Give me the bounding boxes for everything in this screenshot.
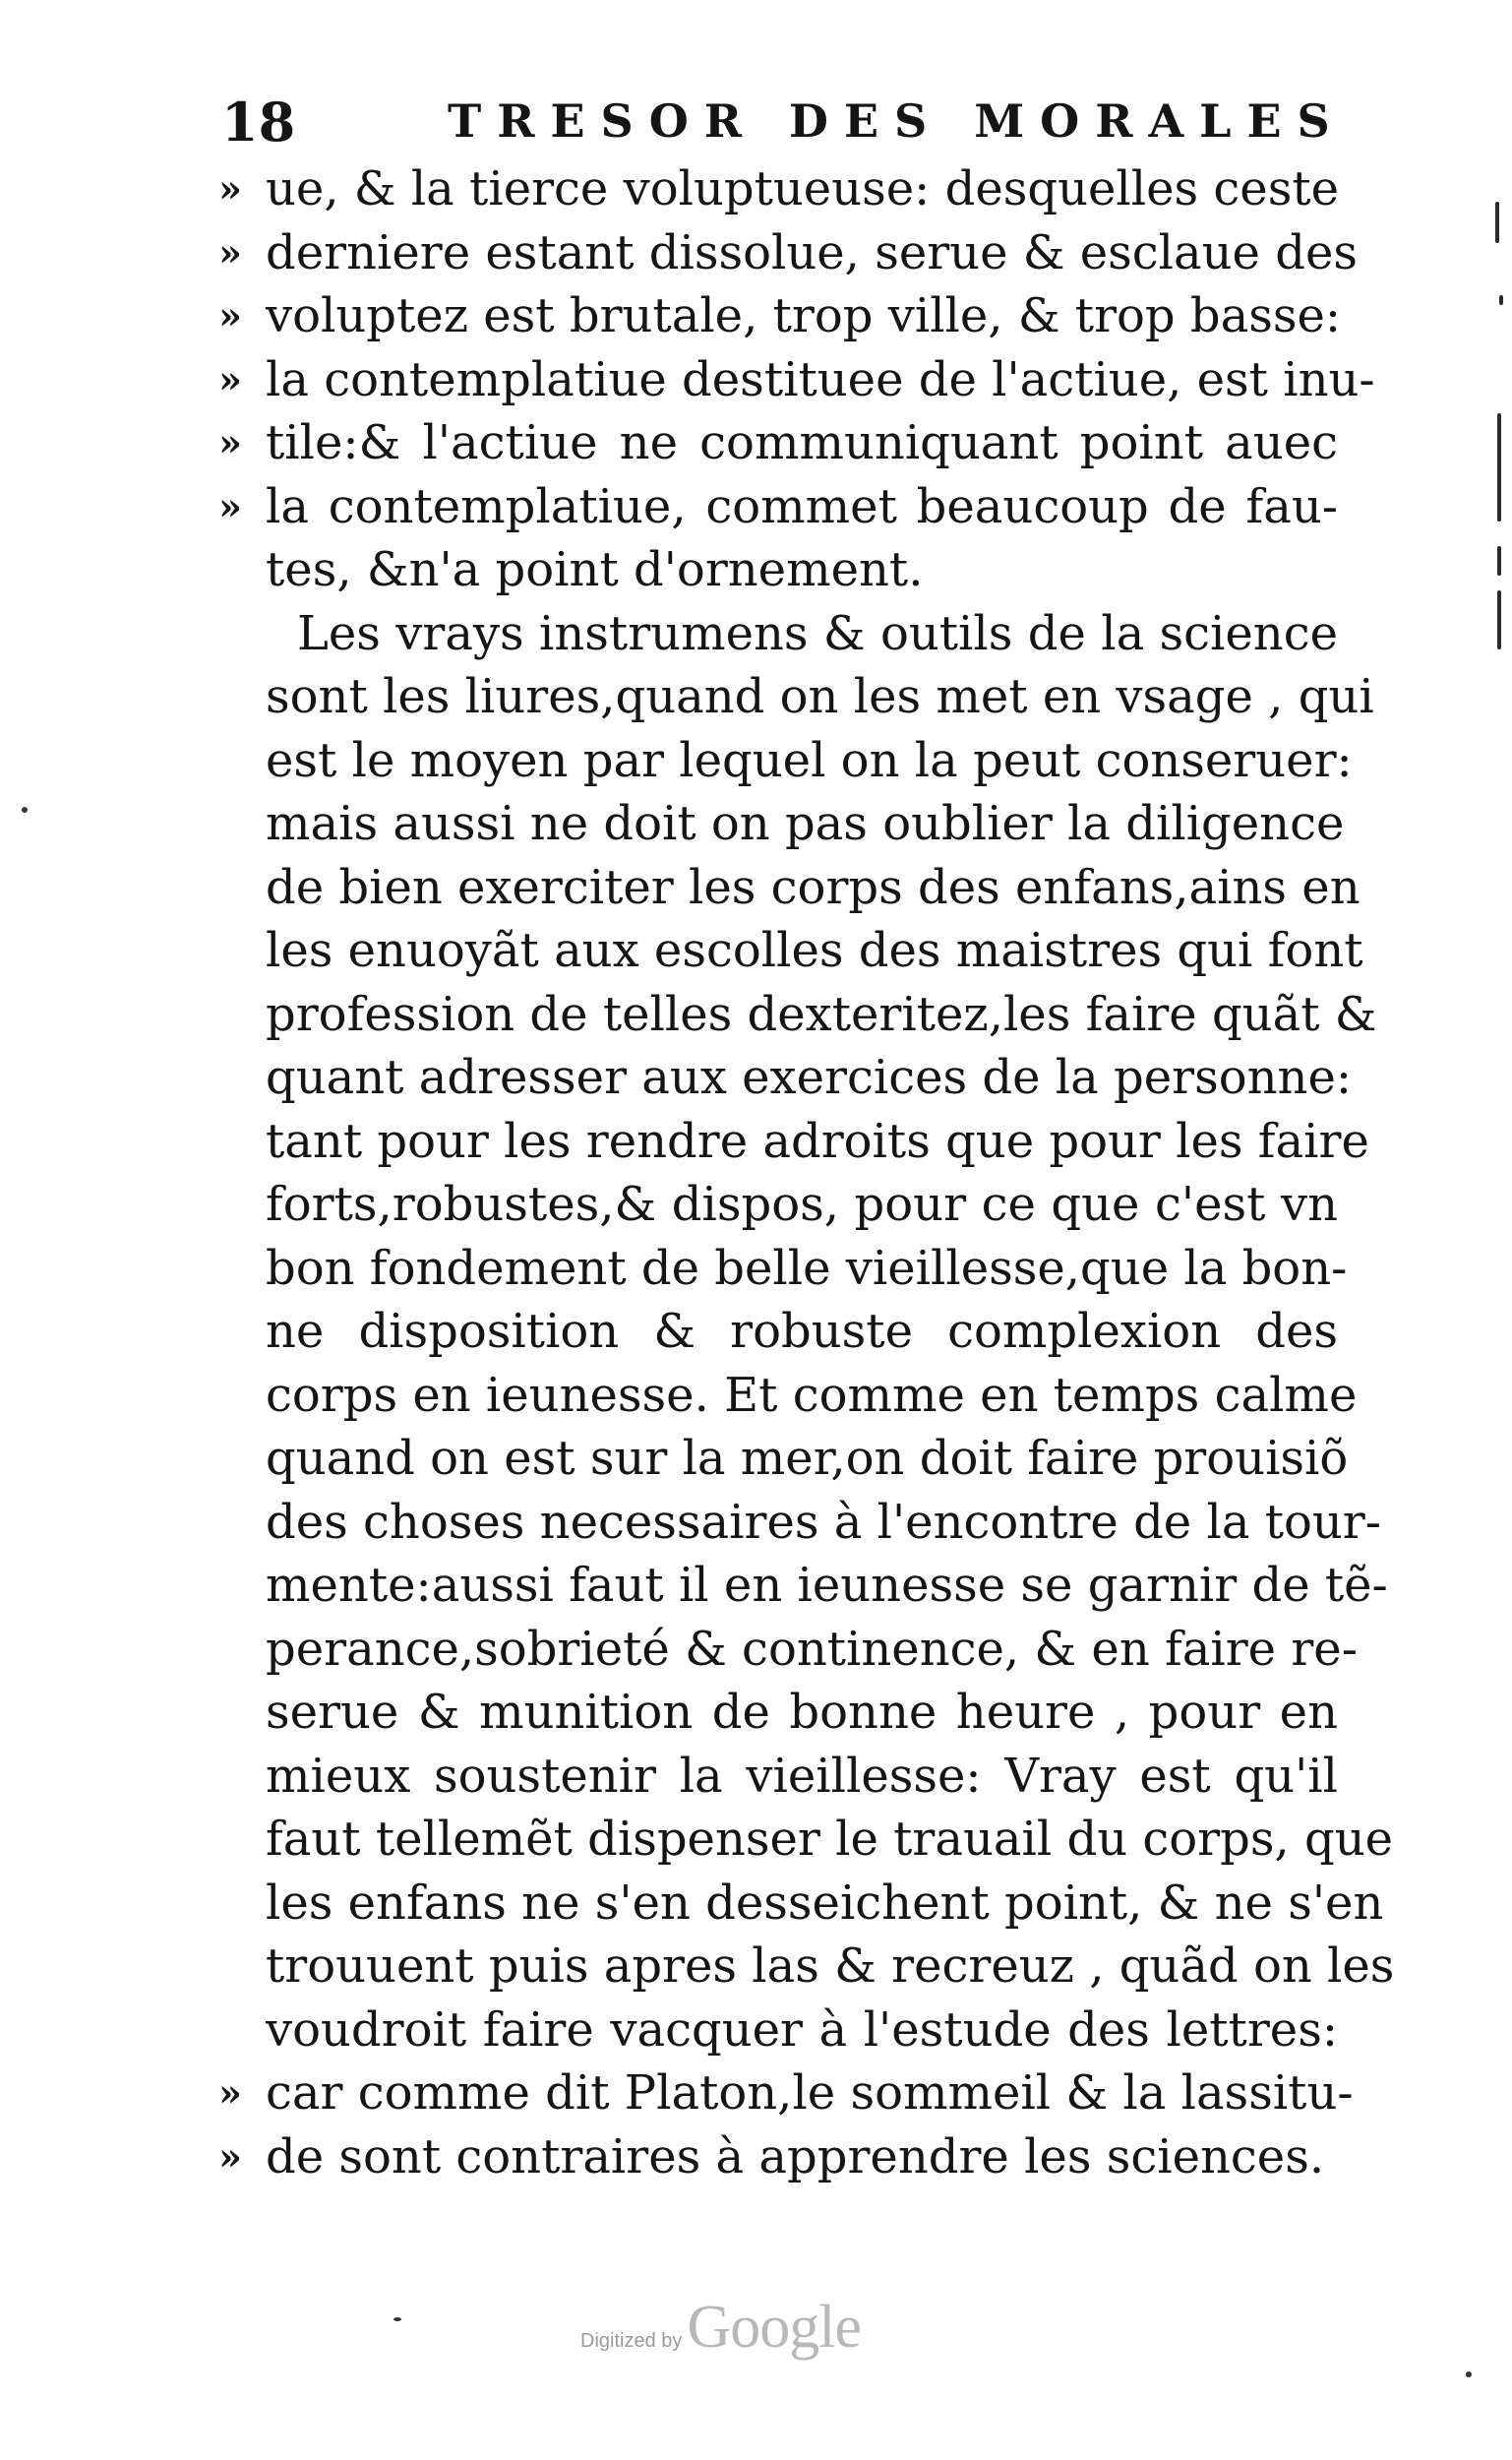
text-line — [266, 792, 1345, 856]
gutter-mark — [1497, 590, 1501, 649]
text-line — [218, 2061, 1354, 2125]
quotation-marker: » — [218, 420, 242, 464]
text-line — [266, 602, 1338, 666]
quotation-marker: » — [218, 293, 242, 338]
text-line — [218, 284, 1342, 348]
text-line — [218, 475, 1338, 539]
text-line — [218, 157, 1340, 221]
line-text: perance,sobrieté & continence, & en faire re- — [266, 1621, 1358, 1677]
text-line — [266, 1872, 1384, 1936]
line-text: la contemplatiue, commet beaucoup de fau- — [266, 478, 1338, 534]
text-line — [266, 1046, 1353, 1110]
text-line — [266, 729, 1353, 793]
text-line — [266, 1554, 1388, 1618]
line-text: quant adresser aux exercices de la personne: — [266, 1050, 1353, 1105]
page-header — [221, 91, 1346, 159]
gutter-mark — [1495, 202, 1499, 243]
line-text: trouuent puis apres las & recreuz , quãd on les — [266, 1938, 1395, 1994]
text-line — [266, 983, 1377, 1047]
line-text: quand on est sur la mer,on doit faire prouisiõ — [266, 1431, 1349, 1486]
text-line — [218, 411, 1338, 475]
line-text: Les vrays instrumens & outils de la science — [297, 605, 1338, 661]
line-text: tile:& l'actiue ne communiquant point auec — [266, 415, 1338, 470]
text-line — [266, 856, 1361, 920]
text-line — [266, 919, 1363, 983]
text-line — [266, 1427, 1349, 1491]
google-logo: Google — [687, 2294, 862, 2361]
quotation-marker: » — [218, 483, 242, 528]
line-text: mais aussi ne doit on pas oublier la diligence — [266, 796, 1345, 851]
text-line — [218, 348, 1375, 412]
text-line — [266, 1808, 1394, 1872]
text-line — [266, 1364, 1358, 1428]
ink-speck — [22, 807, 28, 813]
quotation-marker: » — [218, 2133, 242, 2179]
line-text: la contemplatiue destituee de l'actiue, est inu- — [266, 351, 1375, 407]
body-text — [218, 157, 1395, 2188]
line-text: profession de telles dexteritez,les faire quãt & — [266, 986, 1377, 1042]
text-line — [266, 1173, 1338, 1237]
text-line — [266, 1999, 1338, 2062]
text-line — [266, 665, 1374, 729]
line-text: faut tellemẽt dispenser le trauail du corps, que — [266, 1812, 1394, 1867]
line-text: car comme dit Platon,le sommeil & la lassitu- — [266, 2065, 1354, 2121]
line-text: des choses necessaires à l'encontre de la tour- — [266, 1494, 1381, 1550]
text-line — [266, 1935, 1395, 1999]
text-line — [266, 1618, 1358, 1682]
line-text: forts,robustes,& dispos, pour ce que c'est vn — [266, 1177, 1338, 1232]
line-text: bon fondement de belle vieillesse,que la bon- — [266, 1240, 1348, 1296]
text-line — [266, 1237, 1348, 1301]
gutter-mark — [1499, 295, 1503, 305]
running-title: TRESOR DES MORALES — [448, 94, 1346, 148]
line-text: de bien exerciter les corps des enfans,ains en — [266, 859, 1361, 915]
line-text: derniere estant dissolue, serue & esclaue des — [266, 224, 1358, 280]
text-line — [266, 1745, 1338, 1809]
line-text: voudroit faire vacquer à l'estude des lettres: — [266, 2001, 1338, 2058]
page-number: 18 — [221, 91, 296, 154]
watermark-prefix: Digitized by — [580, 2330, 683, 2352]
text-line — [266, 1300, 1338, 1364]
ink-speck — [1466, 2371, 1472, 2377]
line-text: est le moyen par lequel on la peut conseruer: — [266, 732, 1353, 788]
line-text: corps en ieunesse. Et comme en temps calme — [266, 1367, 1358, 1423]
text-line — [266, 1491, 1381, 1555]
line-text: les enuoyãt aux escolles des maistres qui font — [266, 923, 1363, 978]
line-text: mente:aussi faut il en ieunesse se garnir de tẽ- — [266, 1558, 1388, 1613]
text-line — [218, 2125, 1338, 2189]
line-text: tant pour les rendre adroits que pour les faire — [266, 1113, 1369, 1169]
quotation-marker: » — [218, 229, 242, 275]
quotation-marker: » — [218, 166, 242, 211]
line-text: ue, & la tierce voluptueuse: desquelles ceste — [266, 161, 1340, 216]
line-text: mieux soustenir la vieillesse: Vray est qu'il — [266, 1748, 1338, 1804]
line-text: de sont contraires à apprendre les sciences. — [266, 2128, 1325, 2184]
line-text: tes, &n'a point d'ornement. — [266, 542, 924, 597]
digitized-by-google-watermark — [580, 2293, 861, 2381]
line-text: sont les liures,quand on les met en vsage , qui — [266, 669, 1374, 724]
text-line — [266, 538, 1338, 602]
quotation-marker: » — [218, 2070, 242, 2115]
quotation-marker: » — [218, 356, 242, 401]
line-text: ne disposition & robuste complexion des — [266, 1304, 1338, 1359]
ink-speck — [393, 2317, 401, 2321]
text-line — [218, 221, 1358, 285]
gutter-mark — [1497, 546, 1501, 576]
text-line — [266, 1681, 1338, 1745]
gutter-mark — [1497, 413, 1501, 522]
line-text: les enfans ne s'en desseichent point, & ne s'en — [266, 1875, 1384, 1931]
line-text: serue & munition de bonne heure , pour en — [266, 1685, 1338, 1740]
text-line — [266, 1110, 1369, 1174]
line-text: voluptez est brutale, trop ville, & trop basse: — [266, 288, 1342, 343]
